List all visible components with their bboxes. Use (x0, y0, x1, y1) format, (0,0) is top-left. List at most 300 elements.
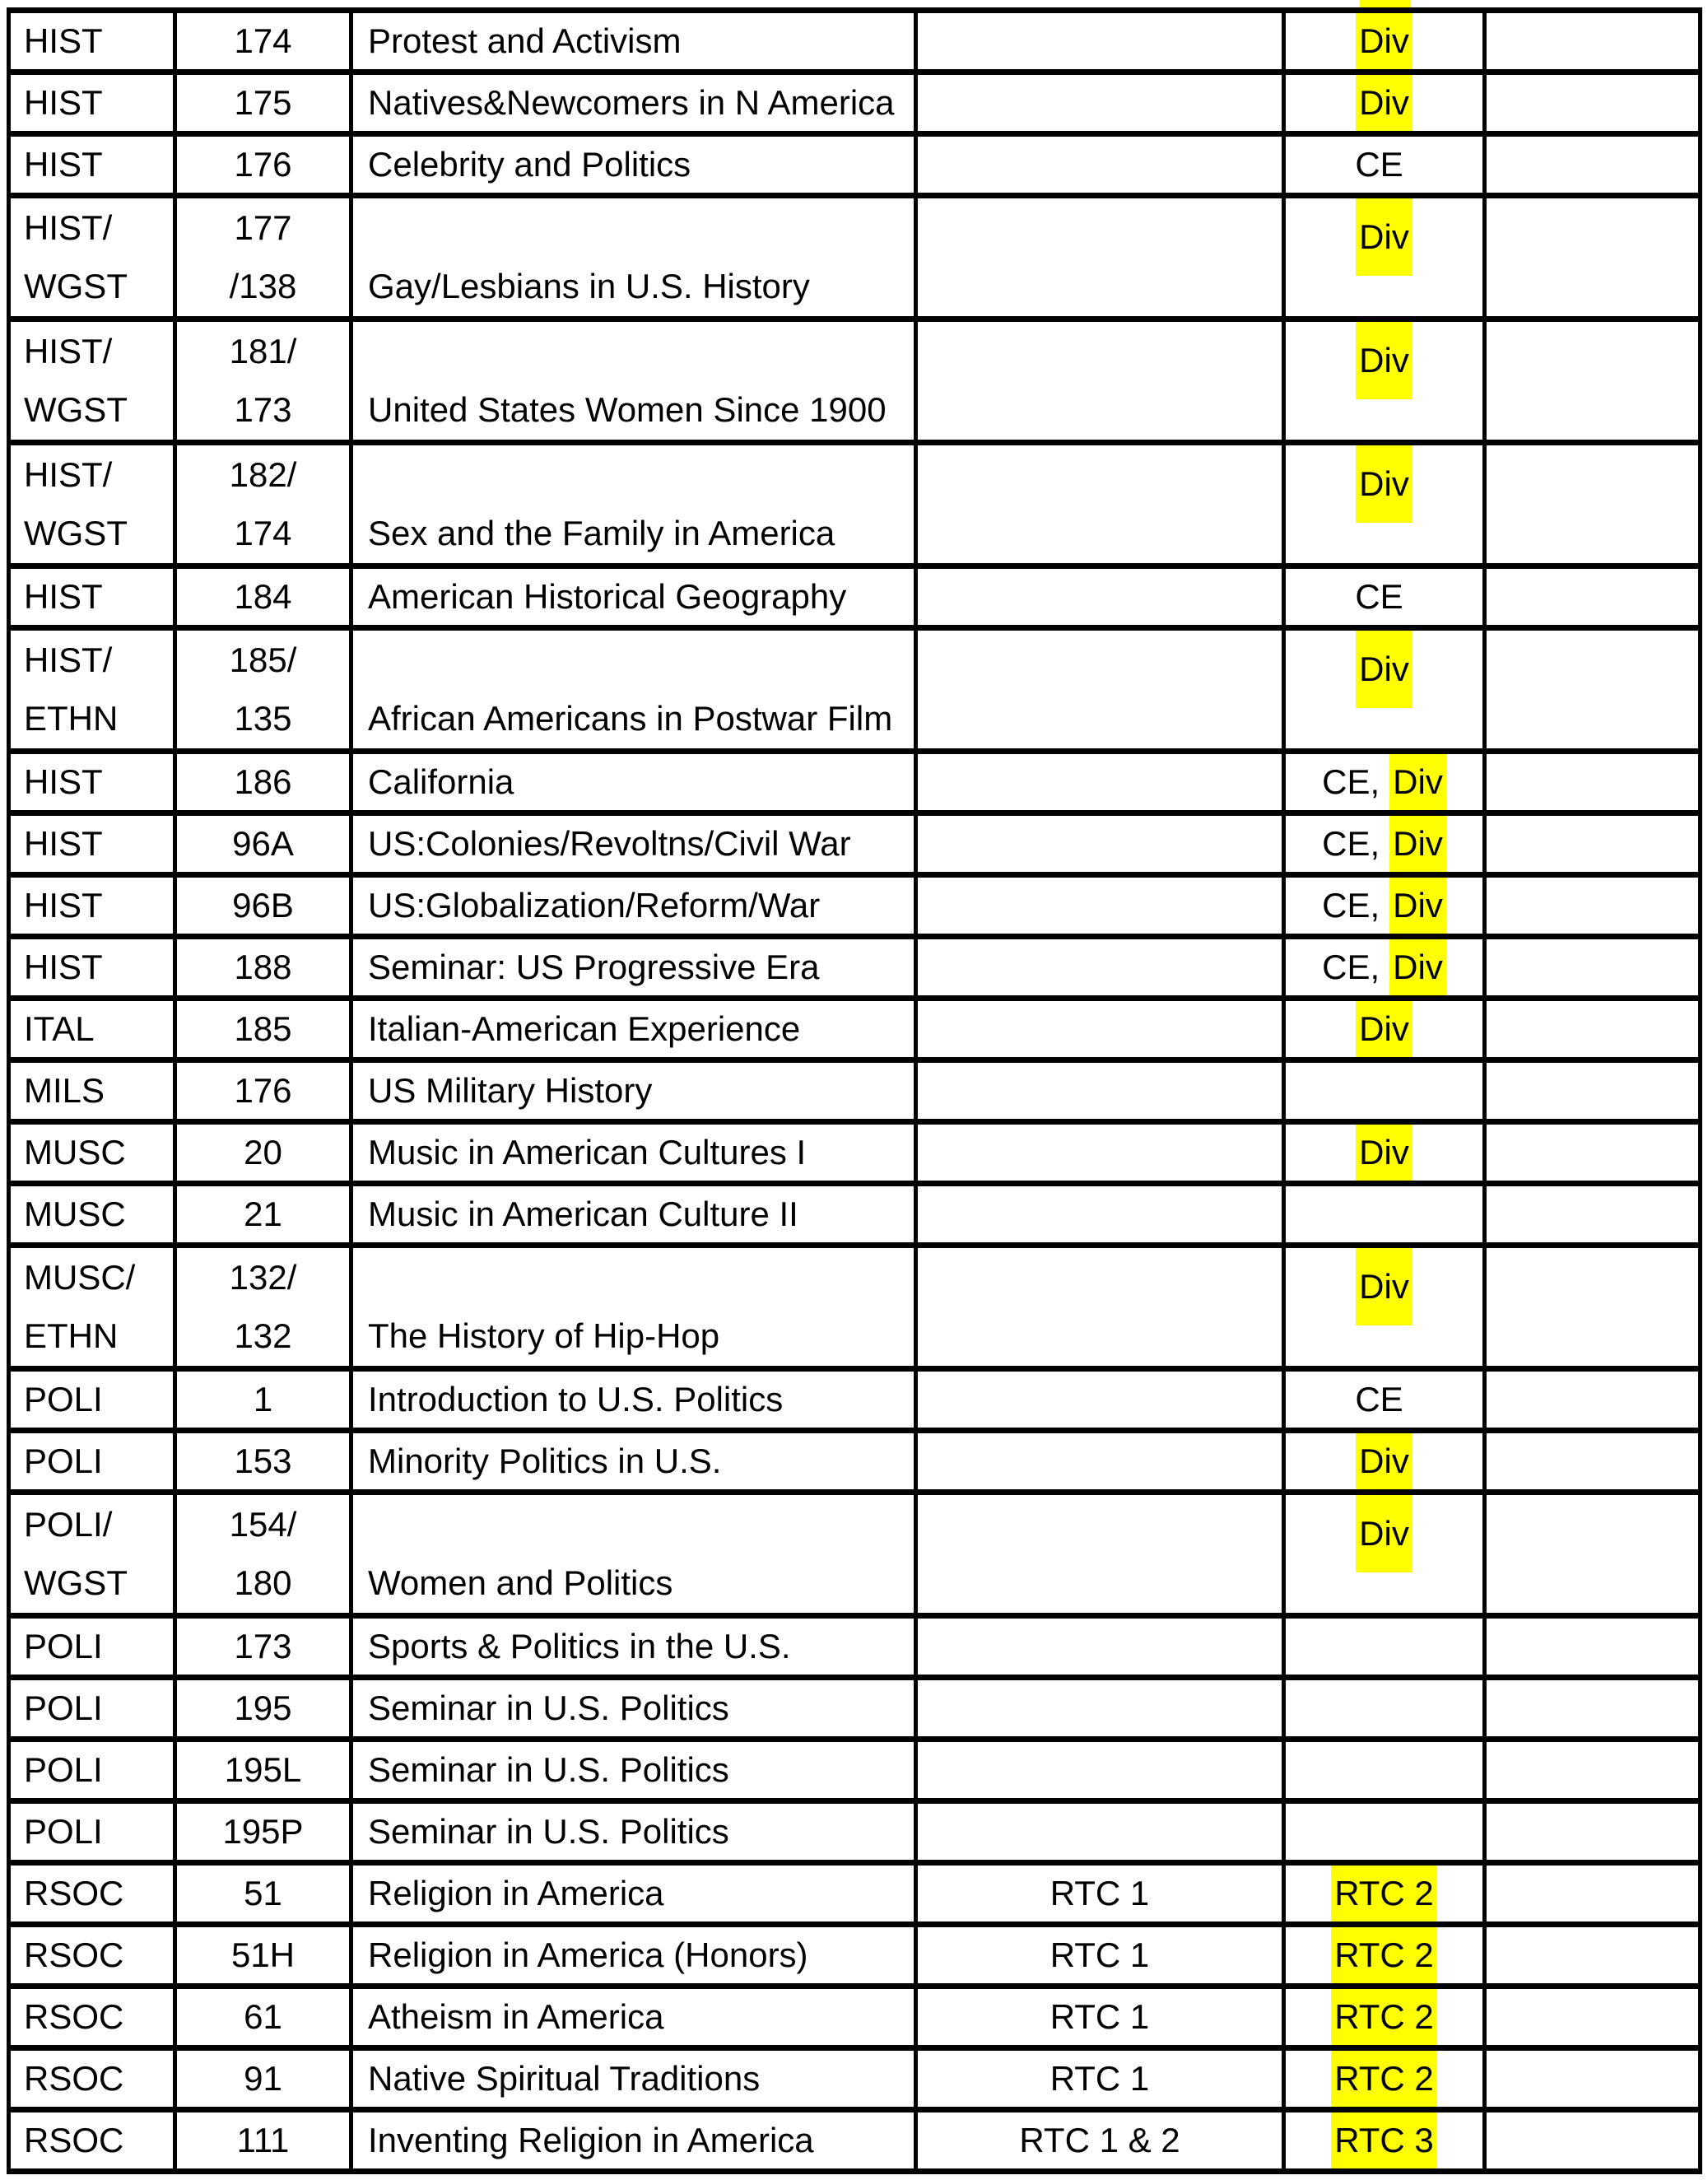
core-attribute-text: CE (1355, 576, 1403, 616)
course-title-text: Music in American Cultures I (368, 1132, 807, 1172)
table-row (9, 196, 1701, 319)
cell-rtc-level (916, 1369, 1284, 1431)
course-title-text: Atheism in America (368, 1996, 664, 2036)
cell-core-attribute (1284, 566, 1485, 628)
table-row (9, 813, 1701, 875)
cell-rtc-level (916, 72, 1284, 134)
table-row (9, 1122, 1701, 1184)
cell-rtc-level (916, 1925, 1284, 1987)
course-number-text: 174 (234, 514, 292, 553)
cell-course-number (175, 443, 351, 566)
dept-text: MUSC/ (24, 1257, 136, 1297)
table-row (9, 1801, 1701, 1863)
cell-core-attribute (1284, 1616, 1485, 1678)
dept-text: ITAL (24, 1008, 95, 1048)
cell-notes (1485, 2110, 1701, 2172)
course-number-text: 154/ (229, 1504, 297, 1544)
course-number-text: 182/ (229, 454, 297, 494)
cell-course-number (175, 1616, 351, 1678)
cell-notes (1485, 1431, 1701, 1493)
dept-text: ETHN (24, 1316, 119, 1356)
cell-core-attribute (1284, 1740, 1485, 1801)
rtc-level-text: RTC 1 & 2 (1019, 2120, 1180, 2159)
core-attribute-highlighted-text: Div (1356, 1495, 1412, 1572)
cell-core-attribute (1284, 443, 1485, 566)
rtc-level-text: RTC 1 (1049, 2058, 1150, 2098)
core-attribute-highlighted-text: RTC 2 (1331, 2051, 1437, 2107)
dept-text: RSOC (24, 1935, 124, 1974)
course-number-text: 186 (234, 762, 292, 801)
core-attribute-highlighted-text: Div (1356, 445, 1412, 523)
course-title-text: Seminar in U.S. Politics (368, 1749, 729, 1789)
cell-rtc-level (916, 1246, 1284, 1369)
cell-core-attribute (1284, 752, 1485, 813)
cell-title (351, 1616, 916, 1678)
cell-rtc-level (916, 566, 1284, 628)
cell-core-attribute (1284, 1925, 1485, 1987)
cell-core-attribute (1284, 628, 1485, 752)
dept-text: HIST (24, 144, 103, 184)
cell-core-attribute (1284, 875, 1485, 937)
cell-core-attribute (1284, 1060, 1485, 1122)
course-number-text: 195L (224, 1749, 302, 1789)
cell-core-attribute (1284, 196, 1485, 319)
cell-notes (1485, 443, 1701, 566)
cell-core-attribute (1284, 2110, 1485, 2172)
cell-core-attribute (1284, 134, 1485, 196)
core-attribute-highlighted-text: Div (1356, 75, 1412, 131)
cell-dept (9, 875, 175, 937)
cell-title (351, 319, 916, 443)
cell-title (351, 1678, 916, 1740)
course-title-text: Sports & Politics in the U.S. (368, 1626, 791, 1665)
cell-title (351, 999, 916, 1060)
dept-text: POLI (24, 1626, 103, 1665)
cell-dept (9, 752, 175, 813)
cell-rtc-level (916, 752, 1284, 813)
course-number-text: 173 (234, 1626, 292, 1665)
course-number-text: 132 (234, 1316, 292, 1356)
dept-text: RSOC (24, 2120, 124, 2159)
table-row (9, 319, 1701, 443)
course-title-text: US:Globalization/Reform/War (368, 885, 821, 925)
course-title-text: United States Women Since 1900 (368, 390, 887, 430)
dept-text: HIST/ (24, 454, 113, 494)
cell-dept (9, 1122, 175, 1184)
cell-course-number (175, 1801, 351, 1863)
dept-text: POLI (24, 1811, 103, 1851)
cell-dept (9, 628, 175, 752)
cell-dept (9, 1060, 175, 1122)
cell-notes (1485, 1925, 1701, 1987)
dept-text: ETHN (24, 699, 119, 738)
dept-text: MILS (24, 1070, 105, 1110)
course-title-text: Minority Politics in U.S. (368, 1441, 722, 1480)
dept-text: MUSC (24, 1132, 126, 1172)
core-attribute-highlighted-text: Div (1389, 754, 1446, 810)
cell-core-attribute (1284, 1122, 1485, 1184)
core-attribute-highlighted-text: Div (1389, 816, 1446, 872)
dept-text: POLI (24, 1688, 103, 1727)
dept-text: HIST (24, 21, 103, 60)
cell-dept (9, 1678, 175, 1740)
table-row (9, 1246, 1701, 1369)
dept-text: HIST (24, 947, 103, 986)
cell-notes (1485, 999, 1701, 1060)
dept-text: HIST (24, 823, 103, 863)
cell-core-attribute (1284, 999, 1485, 1060)
cell-notes (1485, 628, 1701, 752)
cell-course-number (175, 1863, 351, 1925)
cell-rtc-level (916, 1678, 1284, 1740)
table-row (9, 134, 1701, 196)
cell-notes (1485, 72, 1701, 134)
cell-notes (1485, 1184, 1701, 1246)
table-row (9, 628, 1701, 752)
course-number-text: 188 (234, 947, 292, 986)
course-title-text: California (368, 762, 514, 801)
course-number-text: 96A (232, 823, 294, 863)
core-attribute-highlighted-text: RTC 2 (1331, 1927, 1437, 1983)
cell-course-number (175, 2048, 351, 2110)
cell-title (351, 11, 916, 72)
course-title-text: Natives&Newcomers in N America (368, 82, 895, 122)
cell-course-number (175, 566, 351, 628)
cell-title (351, 72, 916, 134)
cell-dept (9, 134, 175, 196)
cell-course-number (175, 1246, 351, 1369)
cell-course-number (175, 1184, 351, 1246)
cell-core-attribute (1284, 1246, 1485, 1369)
core-attribute-highlighted-text: Div (1356, 1001, 1412, 1057)
core-attribute-highlighted-text: Div (1356, 1125, 1412, 1181)
cell-notes (1485, 752, 1701, 813)
cell-rtc-level (916, 1863, 1284, 1925)
cell-rtc-level (916, 2048, 1284, 2110)
dept-text: MUSC (24, 1194, 126, 1233)
core-attribute-text: CE, (1322, 823, 1380, 863)
cell-dept (9, 1925, 175, 1987)
core-attribute-highlighted-text: RTC 2 (1331, 1989, 1437, 2045)
cell-notes (1485, 1246, 1701, 1369)
course-number-text: 132/ (229, 1257, 297, 1297)
course-title-text: Introduction to U.S. Politics (368, 1379, 784, 1418)
cell-title (351, 1863, 916, 1925)
cell-dept (9, 937, 175, 999)
cell-course-number (175, 1493, 351, 1616)
table-row (9, 1369, 1701, 1431)
cell-notes (1485, 319, 1701, 443)
cell-notes (1485, 1122, 1701, 1184)
cell-title (351, 813, 916, 875)
table-row (9, 1925, 1701, 1987)
cell-course-number (175, 628, 351, 752)
dept-text: HIST/ (24, 331, 113, 370)
cell-course-number (175, 319, 351, 443)
course-title-text: Native Spiritual Traditions (368, 2058, 761, 2098)
cell-notes (1485, 875, 1701, 937)
cell-rtc-level (916, 134, 1284, 196)
course-number-text: 195 (234, 1688, 292, 1727)
cell-title (351, 1493, 916, 1616)
table-row (9, 1184, 1701, 1246)
dept-text: POLI (24, 1441, 103, 1480)
cell-rtc-level (916, 11, 1284, 72)
course-number-text: 1 (253, 1379, 273, 1418)
course-title-text: Inventing Religion in America (368, 2120, 814, 2159)
cell-dept (9, 1616, 175, 1678)
table-row (9, 1740, 1701, 1801)
cell-title (351, 566, 916, 628)
cell-title (351, 628, 916, 752)
cell-notes (1485, 1740, 1701, 1801)
cell-dept (9, 999, 175, 1060)
cell-dept (9, 1493, 175, 1616)
cell-course-number (175, 1740, 351, 1801)
table-row (9, 566, 1701, 628)
cell-core-attribute (1284, 1369, 1485, 1431)
dept-text: WGST (24, 514, 128, 553)
dept-text: WGST (24, 390, 128, 430)
cell-course-number (175, 1987, 351, 2048)
table-row (9, 1987, 1701, 2048)
cell-rtc-level (916, 1184, 1284, 1246)
course-title-text: Italian-American Experience (368, 1008, 801, 1048)
cell-course-number (175, 11, 351, 72)
course-title-text: African Americans in Postwar Film (368, 699, 893, 738)
cell-rtc-level (916, 196, 1284, 319)
dept-text: RSOC (24, 2058, 124, 2098)
cell-rtc-level (916, 875, 1284, 937)
cell-dept (9, 1740, 175, 1801)
cell-title (351, 1122, 916, 1184)
cell-rtc-level (916, 1493, 1284, 1616)
cell-notes (1485, 937, 1701, 999)
table-row (9, 1060, 1701, 1122)
table-row (9, 1616, 1701, 1678)
cell-course-number (175, 2110, 351, 2172)
cell-core-attribute (1284, 1801, 1485, 1863)
cell-notes (1485, 1616, 1701, 1678)
course-title-text: Seminar in U.S. Politics (368, 1811, 729, 1851)
cell-course-number (175, 1678, 351, 1740)
cell-rtc-level (916, 1801, 1284, 1863)
cell-core-attribute (1284, 1863, 1485, 1925)
cell-title (351, 1369, 916, 1431)
cell-rtc-level (916, 999, 1284, 1060)
dept-text: RSOC (24, 1873, 124, 1912)
course-number-text: 21 (244, 1194, 282, 1233)
cell-title (351, 1987, 916, 2048)
cell-title (351, 1740, 916, 1801)
cell-course-number (175, 1925, 351, 1987)
cell-course-number (175, 1431, 351, 1493)
course-title-text: Seminar: US Progressive Era (368, 947, 820, 986)
cell-course-number (175, 72, 351, 134)
core-attribute-highlighted-text: Div (1389, 939, 1446, 995)
rtc-level-text: RTC 1 (1049, 1996, 1150, 2036)
core-attribute-highlighted-text: RTC 2 (1331, 1866, 1437, 1921)
core-attribute-highlighted-text: Div (1356, 1433, 1412, 1489)
cell-title (351, 1060, 916, 1122)
table-row (9, 875, 1701, 937)
dept-text: HIST/ (24, 207, 113, 247)
cell-course-number (175, 813, 351, 875)
course-title-text: Seminar in U.S. Politics (368, 1688, 729, 1727)
cell-title (351, 1925, 916, 1987)
course-number-text: 185 (234, 1008, 292, 1048)
table-row (9, 11, 1701, 72)
table-row (9, 1493, 1701, 1616)
table-row (9, 937, 1701, 999)
course-number-text: 51H (230, 1935, 296, 1974)
table-row (9, 72, 1701, 134)
cell-course-number (175, 134, 351, 196)
dept-text: HIST (24, 762, 103, 801)
core-attribute-highlighted-text: RTC 3 (1331, 2112, 1437, 2168)
rtc-level-text: RTC 1 (1049, 1935, 1150, 1974)
dept-text: POLI (24, 1749, 103, 1789)
course-number-text: 111 (236, 2120, 290, 2159)
cell-dept (9, 1801, 175, 1863)
core-attribute-text: CE (1355, 144, 1403, 184)
cell-core-attribute (1284, 937, 1485, 999)
cell-title (351, 1184, 916, 1246)
cell-rtc-level (916, 443, 1284, 566)
cell-core-attribute (1284, 1678, 1485, 1740)
cell-notes (1485, 1987, 1701, 2048)
course-number-text: 184 (234, 576, 292, 616)
cell-rtc-level (916, 813, 1284, 875)
cell-notes (1485, 1060, 1701, 1122)
table-row (9, 752, 1701, 813)
course-title-text: The History of Hip-Hop (368, 1316, 720, 1356)
cell-course-number (175, 875, 351, 937)
cell-notes (1485, 1493, 1701, 1616)
cell-title (351, 937, 916, 999)
course-number-text: 176 (234, 144, 292, 184)
cell-dept (9, 1246, 175, 1369)
course-number-text: 173 (234, 390, 292, 430)
core-attribute-highlighted-text: Div (1356, 1248, 1412, 1325)
course-number-text: 135 (234, 699, 292, 738)
cell-notes (1485, 1863, 1701, 1925)
cell-rtc-level (916, 1060, 1284, 1122)
dept-text: POLI/ (24, 1504, 113, 1544)
cell-notes (1485, 11, 1701, 72)
cell-title (351, 2110, 916, 2172)
cell-rtc-level (916, 1740, 1284, 1801)
dept-text: WGST (24, 1563, 128, 1603)
cell-course-number (175, 937, 351, 999)
cell-notes (1485, 134, 1701, 196)
course-number-text: 185/ (229, 640, 297, 679)
core-attribute-text: CE, (1322, 762, 1380, 801)
cell-dept (9, 11, 175, 72)
dept-text: HIST (24, 82, 103, 122)
course-number-text: 176 (234, 1070, 292, 1110)
cell-title (351, 196, 916, 319)
cell-dept (9, 813, 175, 875)
course-title-text: Women and Politics (368, 1563, 673, 1603)
course-number-text: 61 (244, 1996, 282, 2036)
course-number-text: 180 (234, 1563, 292, 1603)
cell-dept (9, 1863, 175, 1925)
cell-core-attribute (1284, 319, 1485, 443)
dept-text: HIST (24, 576, 103, 616)
course-number-text: 51 (244, 1873, 282, 1912)
cell-core-attribute (1284, 72, 1485, 134)
rtc-level-text: RTC 1 (1049, 1873, 1150, 1912)
cell-notes (1485, 1801, 1701, 1863)
cell-title (351, 1246, 916, 1369)
course-number-text: 20 (244, 1132, 282, 1172)
cell-course-number (175, 752, 351, 813)
cell-dept (9, 319, 175, 443)
course-title-text: Religion in America (368, 1873, 664, 1912)
course-number-text: 153 (234, 1441, 292, 1480)
cell-dept (9, 196, 175, 319)
course-table (7, 7, 1702, 2174)
course-number-text: 195P (222, 1811, 304, 1851)
cell-course-number (175, 999, 351, 1060)
core-attribute-text: CE (1355, 1379, 1403, 1418)
cell-notes (1485, 566, 1701, 628)
cell-notes (1485, 2048, 1701, 2110)
course-title-text: Religion in America (Honors) (368, 1935, 808, 1974)
table-row (9, 443, 1701, 566)
cell-title (351, 443, 916, 566)
core-attribute-text: CE, (1322, 947, 1380, 986)
table-row (9, 2048, 1701, 2110)
dept-text: WGST (24, 267, 128, 306)
course-title-text: Music in American Culture II (368, 1194, 798, 1233)
dept-text: RSOC (24, 1996, 124, 2036)
course-title-text: US:Colonies/Revoltns/Civil War (368, 823, 851, 863)
cell-course-number (175, 196, 351, 319)
course-number-text: 91 (244, 2058, 282, 2098)
cell-core-attribute (1284, 813, 1485, 875)
cell-core-attribute (1284, 1493, 1485, 1616)
core-attribute-highlighted-text: Div (1356, 13, 1412, 69)
cell-dept (9, 72, 175, 134)
core-attribute-highlighted-text: Div (1356, 322, 1412, 399)
table-row (9, 1678, 1701, 1740)
cell-course-number (175, 1122, 351, 1184)
cell-dept (9, 1184, 175, 1246)
cell-course-number (175, 1060, 351, 1122)
cell-core-attribute (1284, 1987, 1485, 2048)
cell-dept (9, 2110, 175, 2172)
course-number-text: 174 (234, 21, 292, 60)
cell-dept (9, 2048, 175, 2110)
dept-text: POLI (24, 1379, 103, 1418)
cell-rtc-level (916, 1431, 1284, 1493)
cell-rtc-level (916, 1987, 1284, 2048)
course-table-body (9, 11, 1701, 2172)
course-title-text: Sex and the Family in America (368, 514, 835, 553)
course-number-text: 96B (232, 885, 294, 925)
core-attribute-highlighted-text: Div (1356, 631, 1412, 708)
cell-title (351, 1801, 916, 1863)
cell-rtc-level (916, 937, 1284, 999)
cell-rtc-level (916, 1616, 1284, 1678)
cell-dept (9, 566, 175, 628)
cell-title (351, 1431, 916, 1493)
core-attribute-highlighted-text: Div (1356, 198, 1412, 276)
core-attribute-highlighted-text: Div (1389, 878, 1446, 934)
course-title-text: Protest and Activism (368, 21, 682, 60)
